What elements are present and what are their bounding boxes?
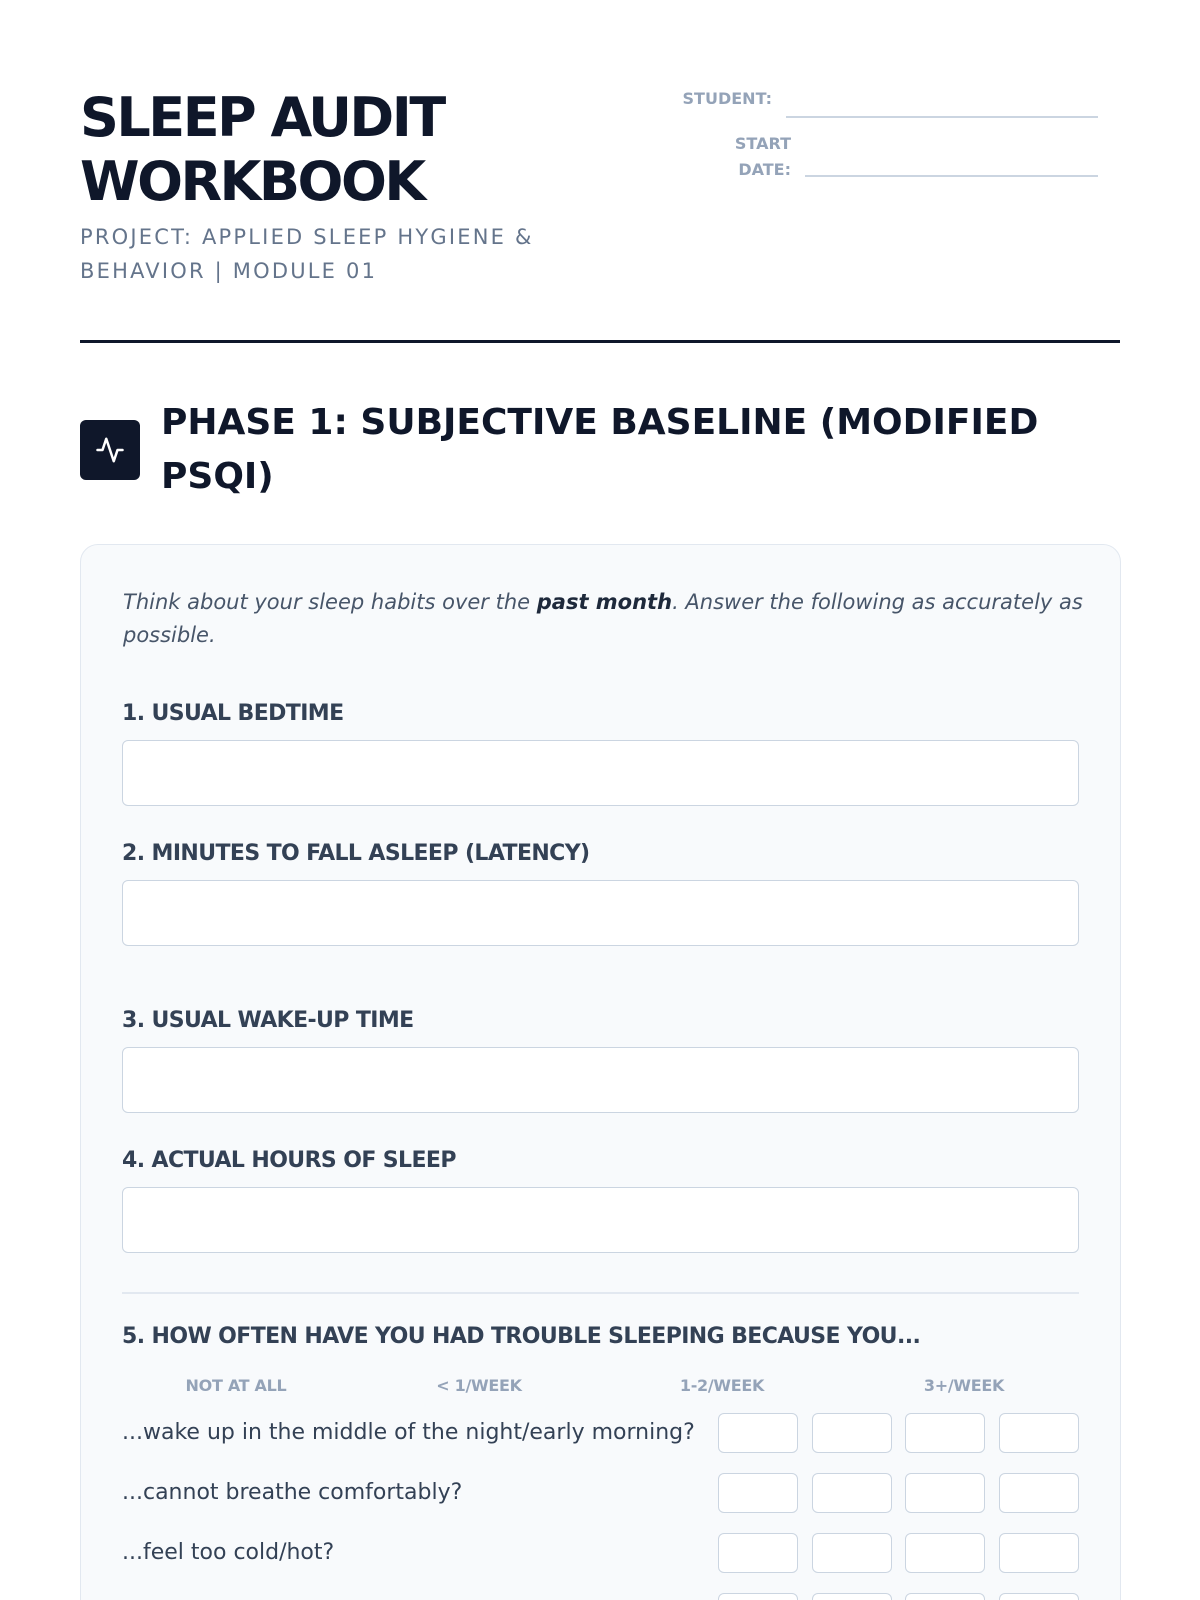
- temperature-3-plus-weekly-box[interactable]: [999, 1533, 1079, 1573]
- breathing-less-than-weekly-box[interactable]: [812, 1473, 892, 1513]
- breathing-3-plus-weekly-box[interactable]: [999, 1473, 1079, 1513]
- temperature-not-at-all-box[interactable]: [718, 1533, 798, 1573]
- intro-emphasis: past month: [536, 590, 673, 614]
- phase-title: PHASE 1: SUBJECTIVE BASELINE (MODIFIED PSQI): [161, 402, 1039, 497]
- workbook-title: [80, 86, 640, 214]
- question-label-trouble-frequency: 5. HOW OFTEN HAVE YOU HAD TROUBLE SLEEPING BECAUSE YOU...: [122, 1324, 921, 1349]
- breathing-not-at-all-box[interactable]: [718, 1473, 798, 1513]
- start-date-label-line-1: START: [734, 134, 791, 153]
- night-waking-not-at-all-box[interactable]: [718, 1413, 798, 1453]
- frequency-row-label-breathing: ...cannot breathe comfortably?: [122, 1480, 463, 1505]
- question-label-sleep-hours: 4. ACTUAL HOURS OF SLEEP: [122, 1148, 456, 1173]
- frequency-row-label-night-waking: ...wake up in the middle of the night/early morning?: [122, 1420, 695, 1445]
- section-divider: [122, 1292, 1079, 1294]
- student-field[interactable]: [786, 116, 1098, 118]
- sleep-hours-input[interactable]: [122, 1187, 1079, 1253]
- column-header-less-than-weekly: < 1/WEEK: [436, 1376, 522, 1395]
- title-line-1: SLEEP AUDIT: [80, 86, 444, 149]
- night-waking-3-plus-weekly-box[interactable]: [999, 1413, 1079, 1453]
- project-subtitle: PROJECT: APPLIED SLEEP HYGIENE & BEHAVIOR | MODULE 01: [80, 225, 534, 283]
- question-label-latency: 2. MINUTES TO FALL ASLEEP (LATENCY): [122, 841, 590, 866]
- start-date-field[interactable]: [805, 175, 1098, 177]
- column-header-1-2-weekly: 1-2/WEEK: [679, 1376, 765, 1395]
- question-label-bedtime: 1. USUAL BEDTIME: [122, 701, 344, 726]
- wake-time-input[interactable]: [122, 1047, 1079, 1113]
- night-waking-less-than-weekly-box[interactable]: [812, 1413, 892, 1453]
- next-row-not-at-all-box[interactable]: [718, 1593, 798, 1600]
- bedtime-input[interactable]: [122, 740, 1079, 806]
- next-row-1-2-weekly-box[interactable]: [905, 1593, 985, 1600]
- temperature-1-2-weekly-box[interactable]: [905, 1533, 985, 1573]
- start-date-label-line-2: DATE:: [738, 160, 791, 179]
- breathing-1-2-weekly-box[interactable]: [905, 1473, 985, 1513]
- night-waking-1-2-weekly-box[interactable]: [905, 1413, 985, 1453]
- question-label-wake-time: 3. USUAL WAKE-UP TIME: [122, 1008, 414, 1033]
- intro-text-end: . Answer the following as accurately as possible.: [123, 590, 1083, 647]
- next-row-3-plus-weekly-box[interactable]: [999, 1593, 1079, 1600]
- column-header-not-at-all: NOT AT ALL: [185, 1376, 287, 1395]
- activity-pulse-icon: [80, 420, 140, 480]
- next-row-less-than-weekly-box[interactable]: [812, 1593, 892, 1600]
- temperature-less-than-weekly-box[interactable]: [812, 1533, 892, 1573]
- latency-input[interactable]: [122, 880, 1079, 946]
- student-label: STUDENT:: [682, 89, 772, 108]
- intro-text: [123, 586, 1093, 652]
- header-divider: [80, 340, 1120, 343]
- column-header-3-plus-weekly: 3+/WEEK: [923, 1376, 1005, 1395]
- start-date-label: [660, 131, 791, 183]
- title-line-2: WORKBOOK: [80, 150, 424, 213]
- frequency-row-label-temperature: ...feel too cold/hot?: [122, 1540, 335, 1565]
- intro-text-start: Think about your sleep habits over the: [123, 590, 537, 614]
